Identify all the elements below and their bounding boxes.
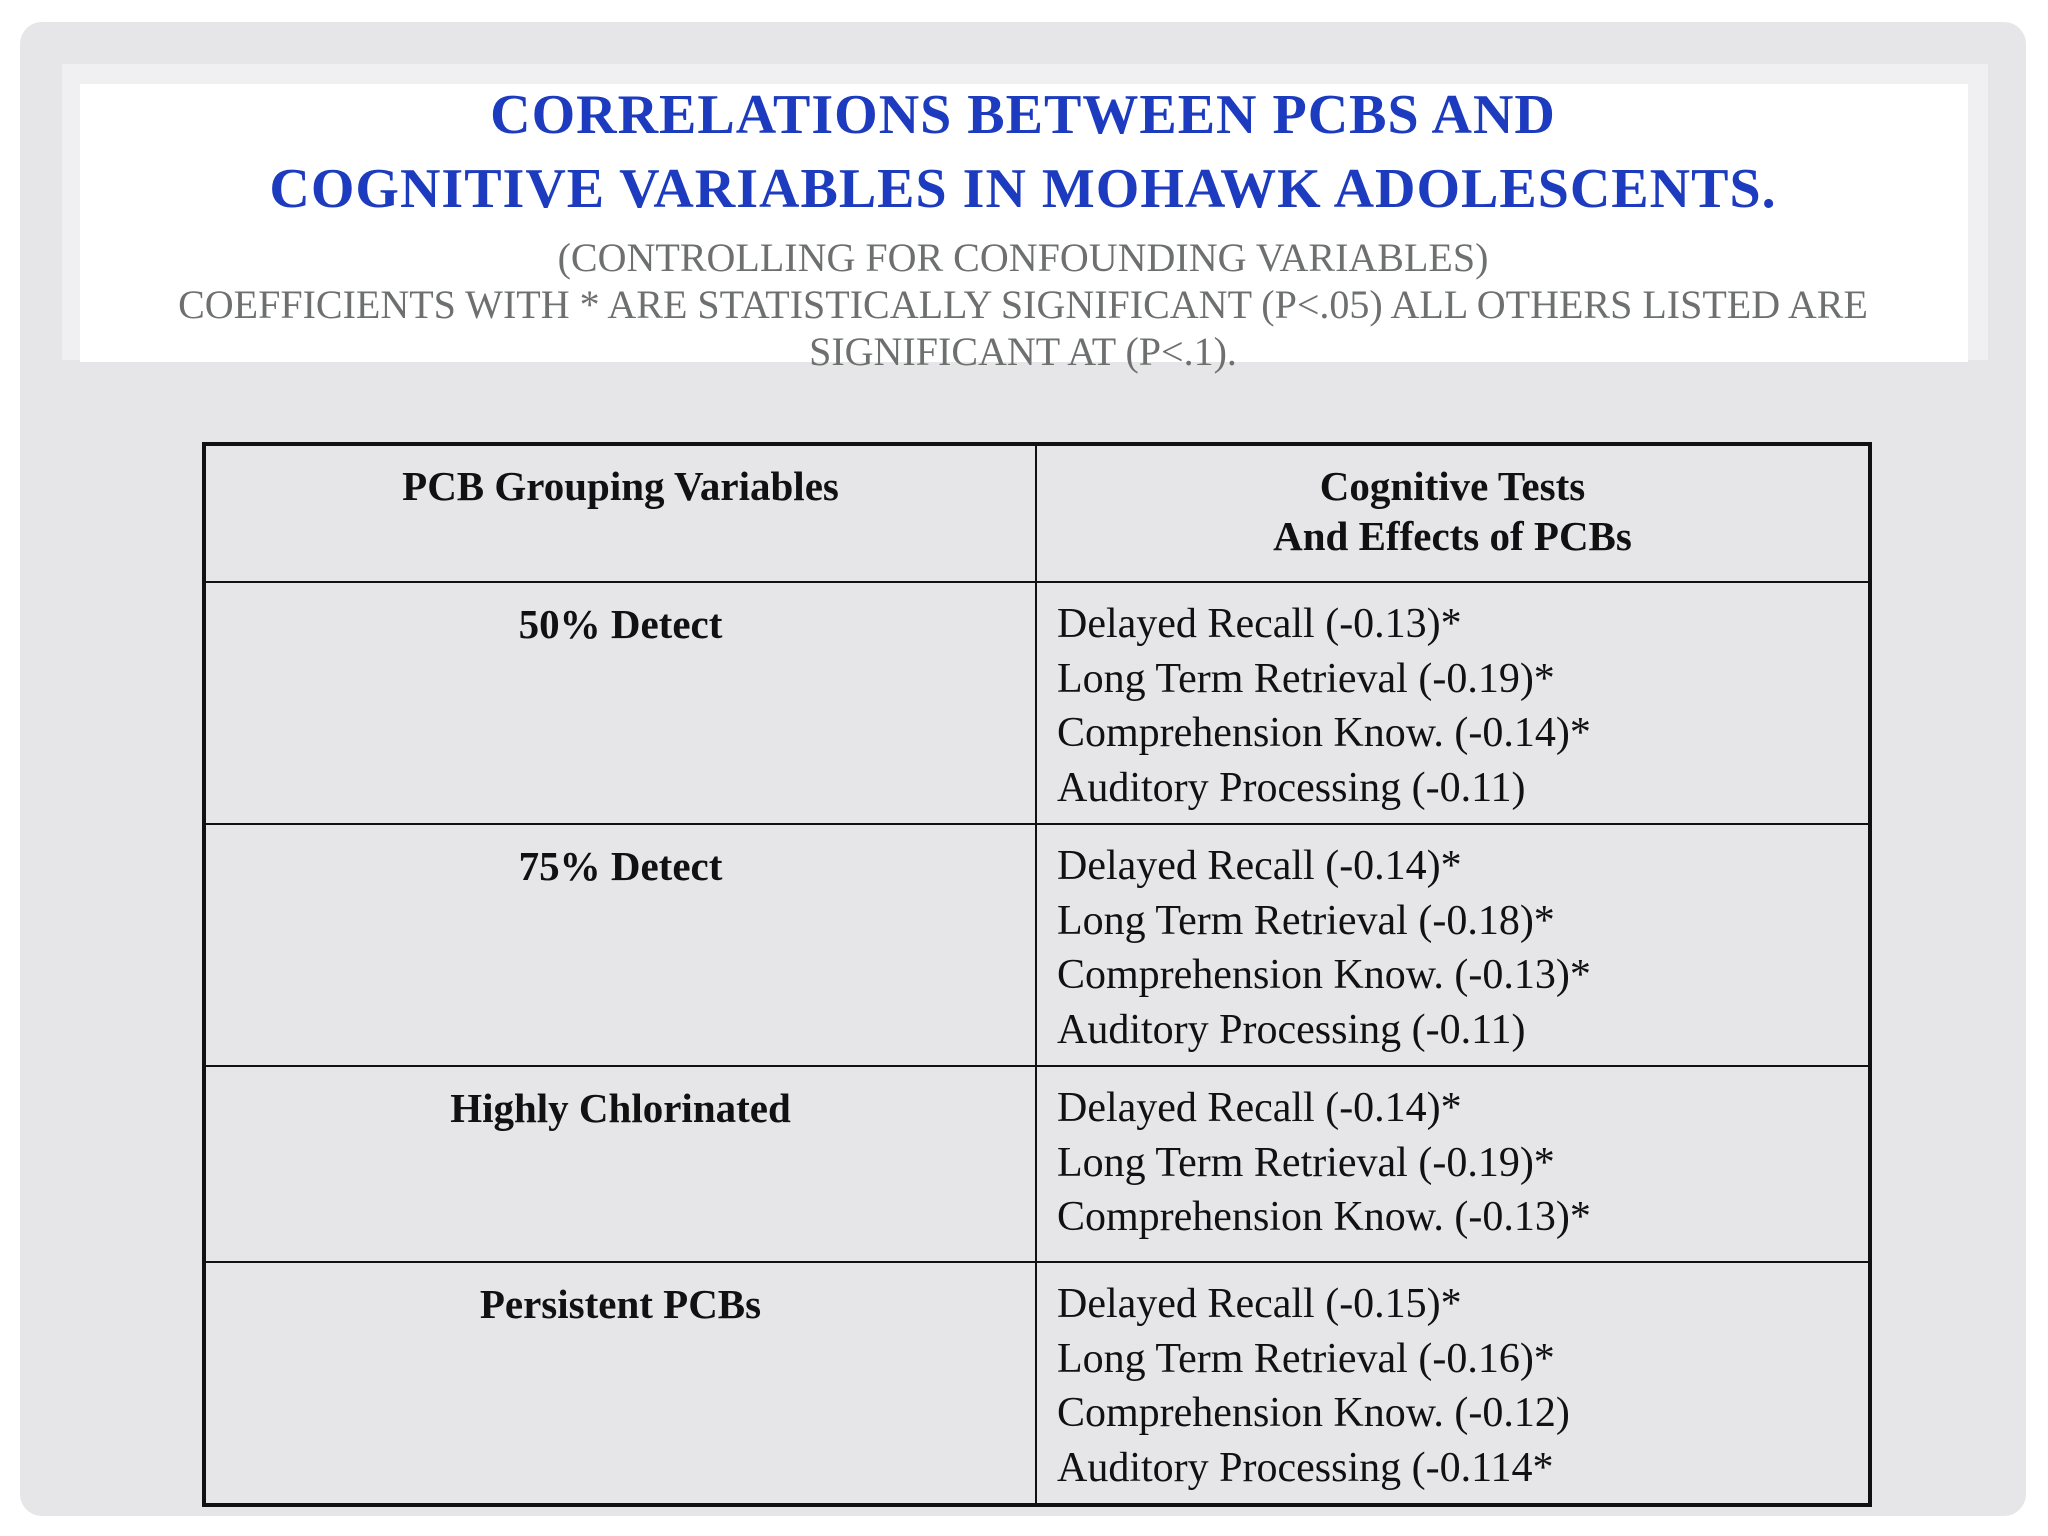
header-cognitive-tests xyxy=(1036,444,1870,582)
header-right-label-1: Cognitive Tests xyxy=(1319,463,1586,509)
slide-subtitle xyxy=(100,234,1946,375)
subtitle-line-2: COEFFICIENTS WITH * ARE STATISTICALLY SIGNIFICANT (P<.05) ALL OTHERS LISTED ARE SIGNIFICANT AT (P<.1). xyxy=(178,282,1868,374)
effect-item: Long Term Retrieval (-0.16)* xyxy=(1057,1335,1555,1382)
header-right-label-2: And Effects of PCBs xyxy=(1273,513,1632,559)
effect-item: Comprehension Know. (-0.12) xyxy=(1057,1390,1570,1436)
header-left-label: PCB Grouping Variables xyxy=(402,463,839,509)
effect-item: Delayed Recall (-0.15)* xyxy=(1057,1281,1462,1327)
title-line-2: COGNITIVE VARIABLES IN MOHAWK ADOLESCENTS. xyxy=(269,158,1777,220)
effects-cell xyxy=(1036,1066,1870,1262)
effect-item: Delayed Recall (-0.13)* xyxy=(1057,601,1462,647)
effects-cell xyxy=(1036,1262,1870,1505)
group-cell: 50% Detect xyxy=(204,582,1036,824)
table-row xyxy=(204,1066,1870,1262)
slide-title xyxy=(20,78,2026,226)
effect-item: Long Term Retrieval (-0.19)* xyxy=(1057,655,1555,702)
effect-item: Auditory Processing (-0.11) xyxy=(1057,764,1526,811)
table-row xyxy=(204,1262,1870,1505)
slide xyxy=(20,22,2026,1516)
effect-item: Auditory Processing (-0.11) xyxy=(1057,1006,1526,1053)
effect-item: Long Term Retrieval (-0.19)* xyxy=(1057,1139,1555,1186)
effect-item: Auditory Processing (-0.114* xyxy=(1057,1444,1554,1491)
header-pcb-grouping xyxy=(204,444,1036,582)
effect-item: Long Term Retrieval (-0.18)* xyxy=(1057,897,1555,944)
effect-item: Comprehension Know. (-0.13)* xyxy=(1057,1194,1591,1240)
table-row xyxy=(204,582,1870,824)
subtitle-line-1: (CONTROLLING FOR CONFOUNDING VARIABLES) xyxy=(557,235,1489,280)
group-cell: Highly Chlorinated xyxy=(204,1066,1036,1262)
effect-item: Delayed Recall (-0.14)* xyxy=(1057,843,1462,889)
table-row xyxy=(204,824,1870,1066)
effect-item: Comprehension Know. (-0.14)* xyxy=(1057,710,1591,756)
effect-item: Delayed Recall (-0.14)* xyxy=(1057,1085,1462,1131)
effects-cell xyxy=(1036,824,1870,1066)
effects-cell xyxy=(1036,582,1870,824)
title-line-1: CORRELATIONS BETWEEN PCBS AND xyxy=(490,84,1556,146)
correlation-table xyxy=(202,442,1872,1507)
group-cell: Persistent PCBs xyxy=(204,1262,1036,1505)
table-header-row xyxy=(204,444,1870,582)
effect-item: Comprehension Know. (-0.13)* xyxy=(1057,952,1591,998)
group-cell: 75% Detect xyxy=(204,824,1036,1066)
